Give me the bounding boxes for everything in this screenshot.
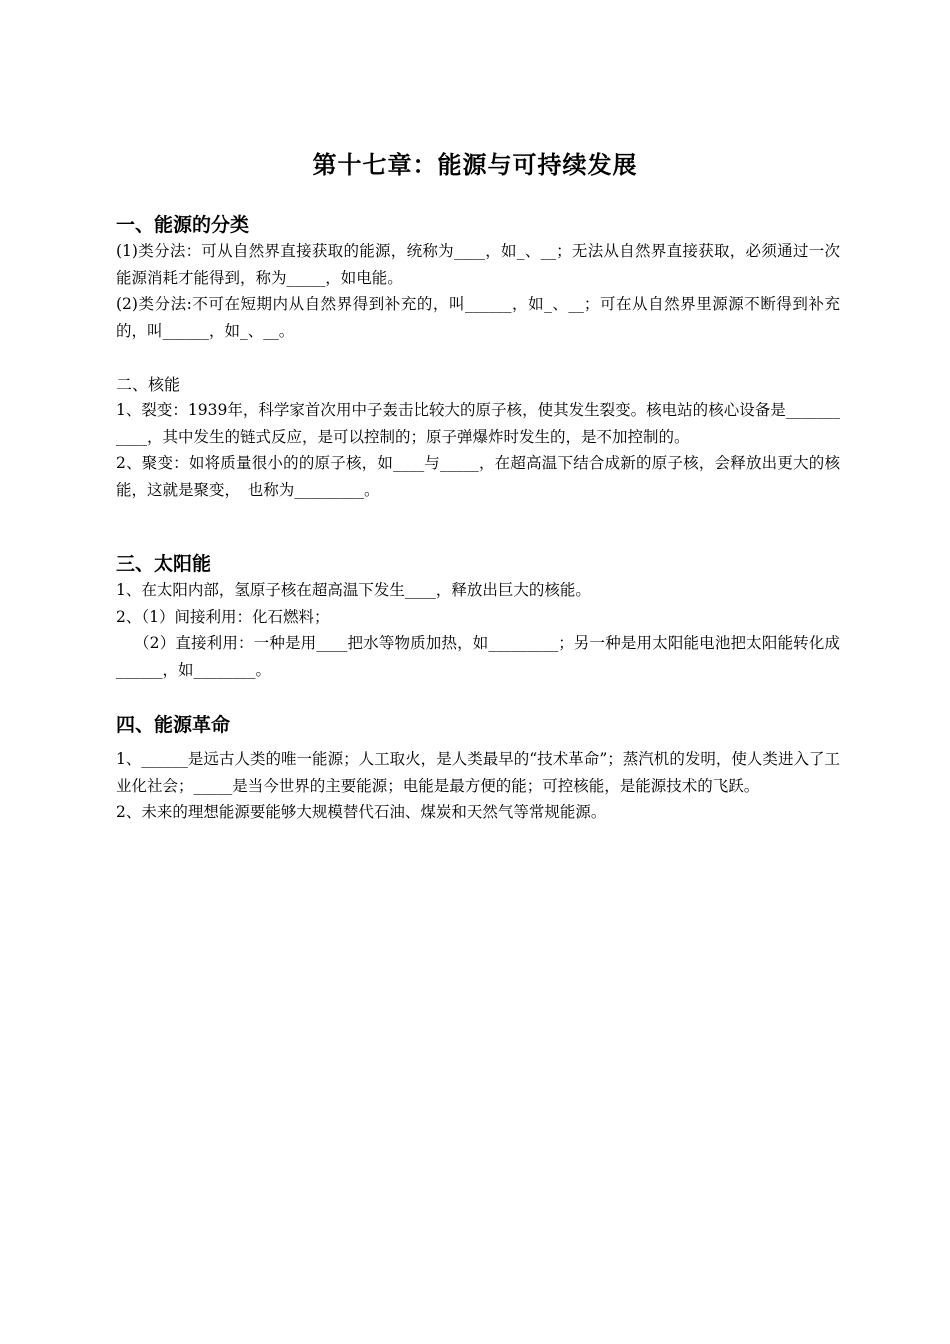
section-heading: 四、能源革命 <box>116 714 231 736</box>
section-heading: 三、太阳能 <box>116 553 212 575</box>
page-title: 第十七章：能源与可持续发展 <box>312 151 638 179</box>
paragraph: 1、______是远古人类的唯一能源；人工取火，是人类最早的“技术革命”；蒸汽机的发明，使人类进入了工业化社会；_____是当今世界的主要能源；电能是最方便的能；可控核能，是能源技术的飞跃。 <box>116 750 840 795</box>
section-energy-revolution <box>116 712 840 826</box>
section-energy-classification <box>116 212 840 344</box>
section-heading: 一、能源的分类 <box>116 214 250 236</box>
paragraph: 1、在太阳内部，氢原子核在超高温下发生____，释放出巨大的核能。 <box>116 581 591 599</box>
section-solar-energy <box>116 551 840 683</box>
paragraph: 2、未来的理想能源要能够大规模替代石油、煤炭和天然气等常规能源。 <box>116 803 607 821</box>
section-nuclear-energy <box>116 373 840 503</box>
paragraph: （2）直接利用：一种是用____把水等物质加热，如_________；另一种是用太阳能电池把太阳能转化成______，如________。 <box>116 634 840 679</box>
paragraph: (2)类分法:不可在短期内从自然界得到补充的，叫______，如_、__；可在从自然界里源源不断得到补充的，叫______，如_、__。 <box>116 295 840 340</box>
section-heading: 二、核能 <box>116 375 181 394</box>
paragraph: 1、裂变：1939年，科学家首次用中子轰击比较大的原子核，使其发生裂变。核电站的核心设备是___________，其中发生的链式反应，是可以控制的；原子弹爆炸时发生的，是不加控制的。 <box>116 401 840 446</box>
paragraph: (1)类分法：可从自然界直接获取的能源，统称为____，如_、__；无法从自然界直接获取，必须通过一次能源消耗才能得到，称为_____，如电能。 <box>116 242 840 287</box>
paragraph: 2、（1）间接利用：化石燃料； <box>116 607 330 626</box>
paragraph: 2、聚变：如将质量很小的的原子核，如____与_____，在超高温下结合成新的原子核，会释放出更大的核能，这就是聚变， 也称为_________。 <box>116 454 840 499</box>
